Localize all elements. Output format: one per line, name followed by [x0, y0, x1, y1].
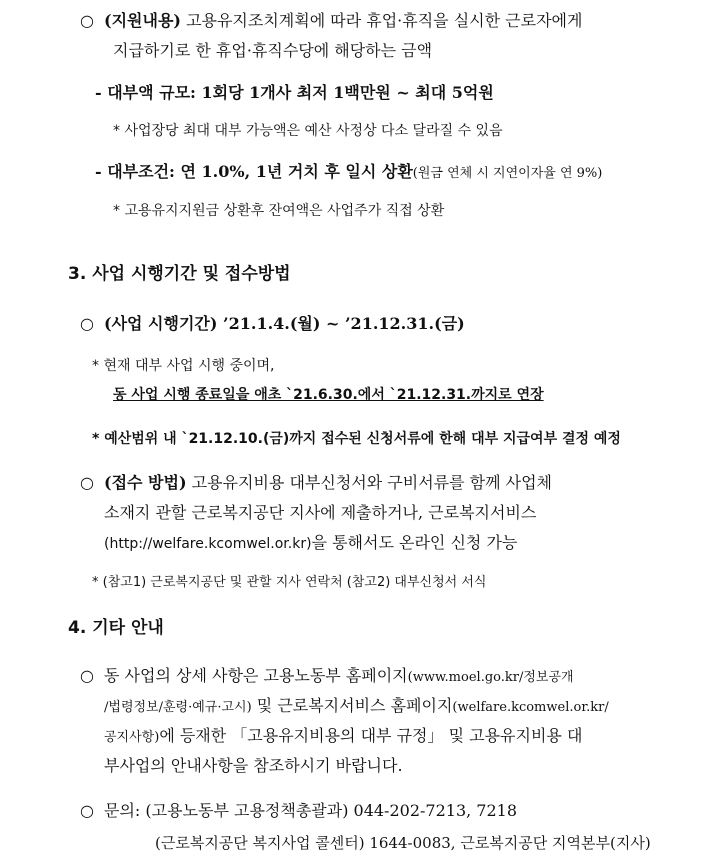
support-line-1 [104, 10, 582, 32]
welfare-service-link[interactable]: (http://welfare.kcomwel.or.kr) [104, 536, 312, 552]
receipt-label: (접수 방법) [104, 473, 187, 492]
support-bullet: ○ [80, 11, 94, 30]
info-line-2 [104, 695, 609, 719]
contact-line-2: (근로복지공단 복지사업 콜센터) 1644-0083, 근로복지공단 지역본부(지사) [155, 834, 651, 852]
support-label: (지원내용) [104, 11, 181, 30]
receipt-bullet: ○ [80, 473, 94, 492]
support-text: 고용유지조치계획에 따라 휴업·휴직을 실시한 근로자에게 [186, 11, 583, 30]
loan-terms-main: - 대부조건: 연 1.0%, 1년 거치 후 일시 상환 [95, 162, 413, 181]
info-text-2b: 및 근로복지서비스 홈페이지 [251, 696, 453, 715]
period-note-1: * 현재 대부 사업 시행 중이며, [92, 358, 275, 374]
loan-terms [95, 161, 602, 185]
period-label: (사업 시행기간) [104, 314, 218, 333]
moel-url: (www.moel.go.kr/정보공개 [407, 670, 574, 685]
info-bullet: ○ [80, 666, 94, 685]
receipt-line-3 [104, 532, 517, 555]
loan-terms-note: * 고용유지지원금 상환후 잔여액은 사업주가 직접 상환 [113, 203, 445, 219]
loan-scale: - 대부액 규모: 1회당 1개사 최저 1백만원 ~ 최대 5억원 [95, 83, 494, 102]
info-text-3b: 에 등재한 「고용유지비용의 대부 규정」 및 고용유지비용 대 [159, 726, 583, 745]
loan-terms-paren: (원금 연체 시 지연이자율 연 9%) [412, 166, 603, 181]
receipt-text-3: 을 통해서도 온라인 신청 가능 [311, 533, 518, 552]
period-extension-note: 동 사업 시행 종료일을 애초 `21.6.30.에서 `21.12.31.까지로 연장 [113, 387, 544, 403]
info-line-1 [104, 665, 574, 689]
info-line-4: 부사업의 안내사항을 참조하시기 바랍니다. [104, 756, 403, 775]
loan-scale-note: * 사업장당 최대 대부 가능액은 예산 사정상 다소 달라질 수 있음 [113, 123, 503, 139]
period-dates: ’21.1.4.(월) ~ ’21.12.31.(금) [223, 314, 465, 333]
moel-path: /법령정보/훈령·예규·고시) [104, 700, 252, 715]
info-line-3 [104, 725, 582, 749]
budget-note: * 예산범위 내 `21.12.10.(금)까지 접수된 신청서류에 한해 대부 지급여부 결정 예정 [92, 431, 621, 447]
section-4-heading: 4. 기타 안내 [68, 618, 164, 638]
contact-line-1: 문의: (고용노동부 고용정책총괄과) 044-202-7213, 7218 [104, 801, 518, 820]
info-text-1a: 동 사업의 상세 사항은 고용노동부 홈페이지 [104, 666, 408, 685]
reference-note: * (참고1) 근로복지공단 및 관할 지사 연락처 (참고2) 대부신청서 서식 [92, 575, 487, 590]
welfare-url: (welfare.kcomwel.or.kr/ [452, 700, 609, 715]
section-3-heading: 3. 사업 시행기간 및 접수방법 [68, 264, 291, 284]
contact-bullet: ○ [80, 801, 94, 820]
receipt-text-1: 고용유지비용 대부신청서와 구비서류를 함께 사업체 [191, 473, 553, 492]
notice-path: 공지사항) [104, 730, 160, 745]
period-bullet: ○ [80, 314, 94, 333]
receipt-line-1 [104, 472, 552, 494]
receipt-line-2: 소재지 관할 근로복지공단 지사에 제출하거나, 근로복지서비스 [104, 503, 537, 522]
support-line-2: 지급하기로 한 휴업·휴직수당에 해당하는 금액 [113, 41, 433, 60]
period-line [104, 313, 465, 335]
